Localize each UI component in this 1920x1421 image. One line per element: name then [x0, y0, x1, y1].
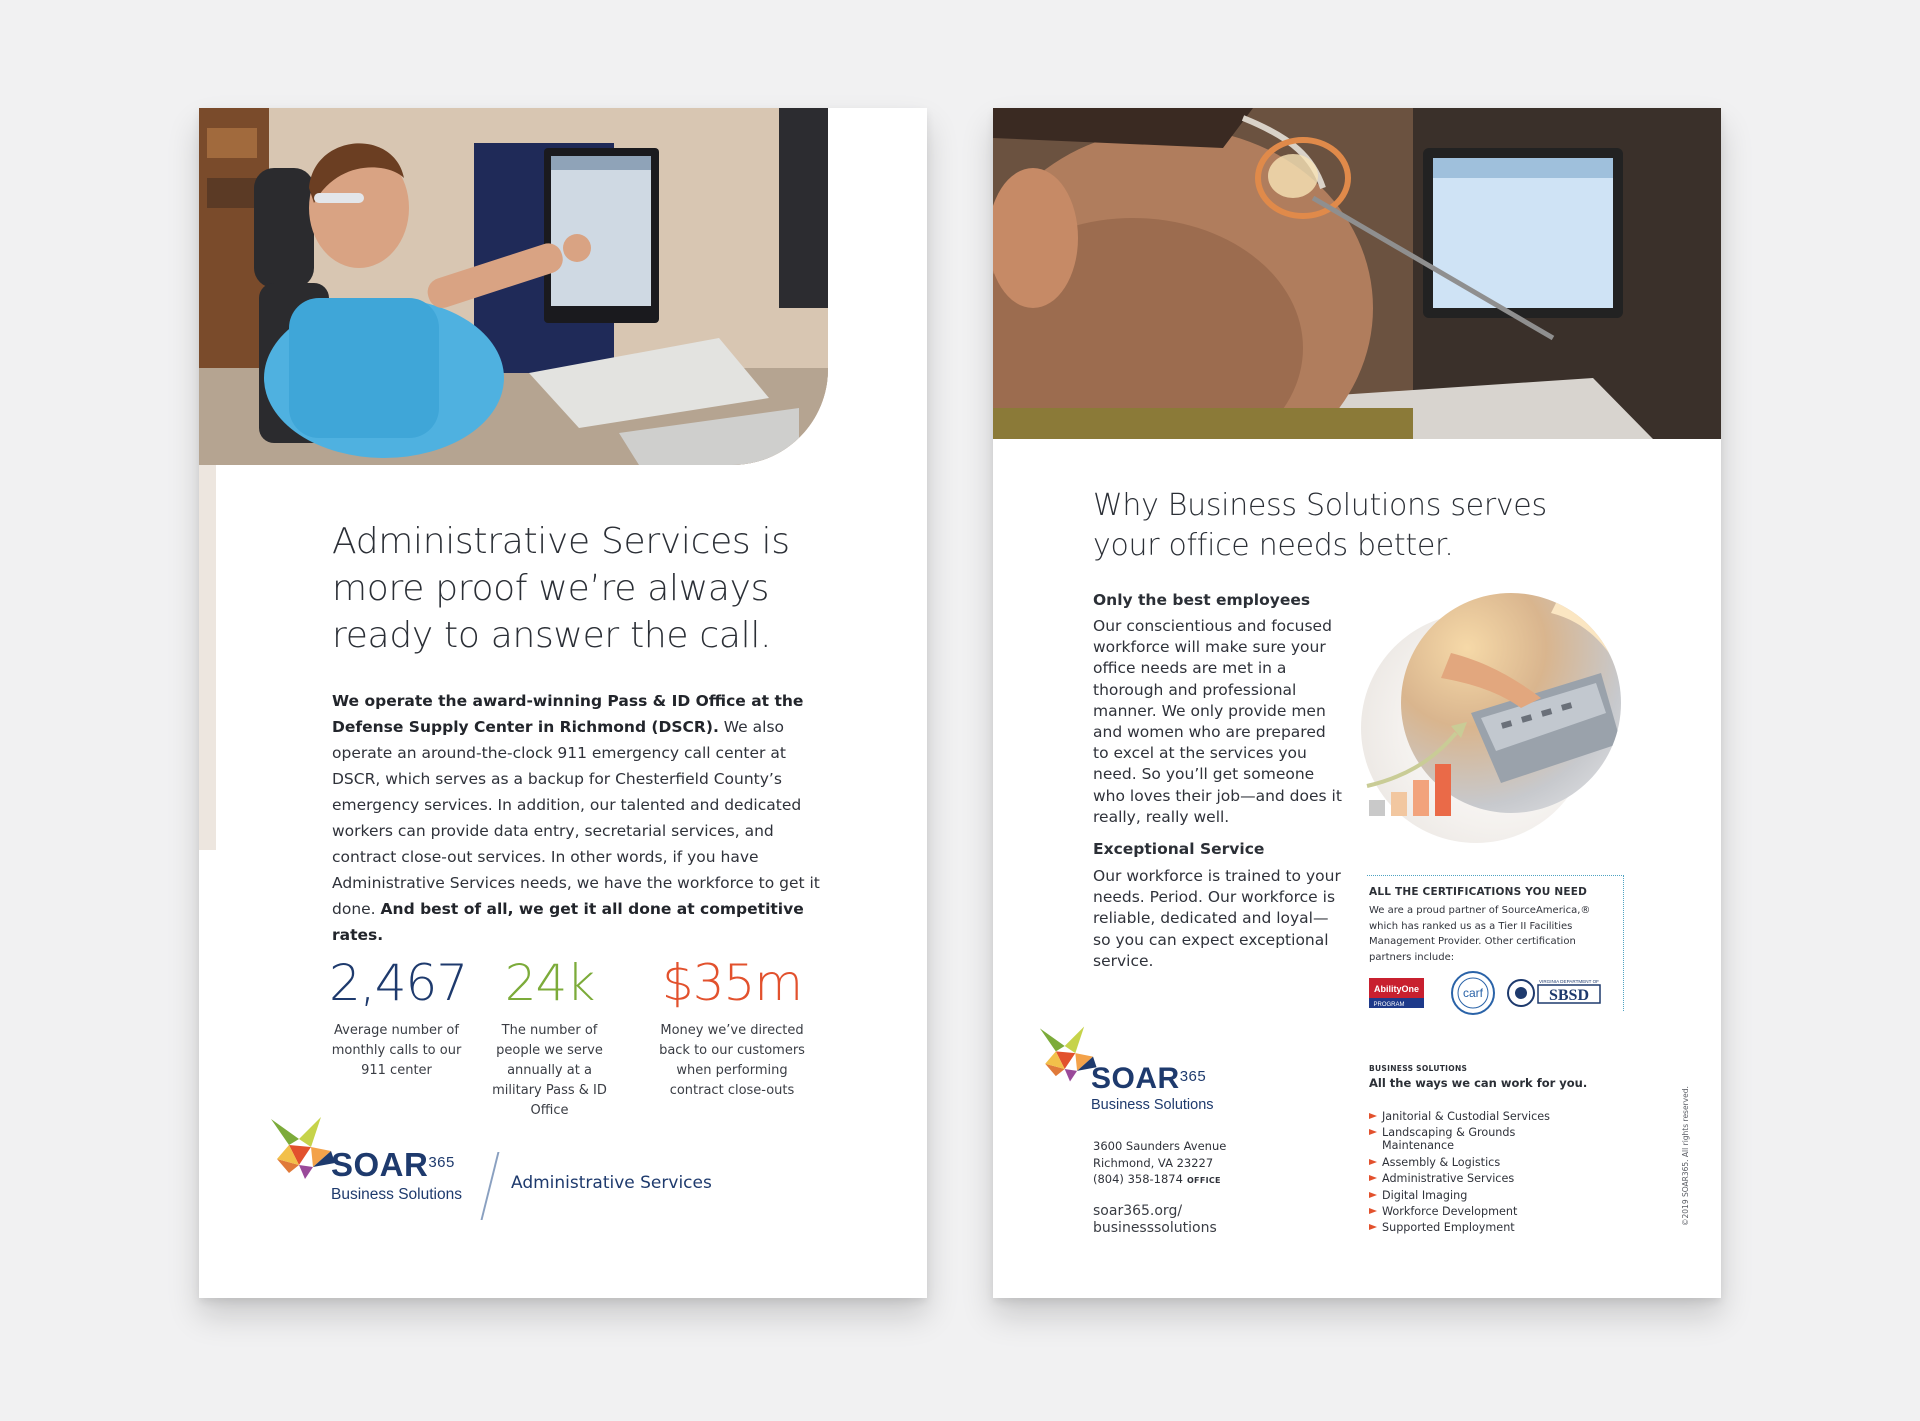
list-item: Janitorial & Custodial Services [1369, 1110, 1579, 1123]
growth-chart-icon [1361, 708, 1491, 818]
hero-photo-man-at-computer [199, 108, 828, 465]
list-item: Assembly & Logistics [1369, 1156, 1579, 1169]
section-body-exceptional-service: Our workforce is trained to your needs. Period. Our workforce is reliable, dedicated and loyal—so you can expect exceptional service. [1093, 867, 1341, 970]
hero-photo-illustration [993, 108, 1721, 439]
certifications-body: We are a proud partner of SourceAmerica,® which has ranked us as a Tier II Facilities Management Provider. Other certification partners include: [1369, 905, 1591, 963]
arrow-bullet-icon [1369, 1224, 1377, 1230]
abilityone-subtext: PROGRAM [1373, 1002, 1405, 1008]
website-url-line2: businesssolutions [1093, 1220, 1217, 1236]
sbsd-seal-icon [1507, 976, 1607, 1010]
arrow-bullet-icon [1369, 1192, 1377, 1198]
phone-tag: OFFICE [1186, 1176, 1221, 1185]
stat-caption: Average number of monthly calls to our 911 center [331, 1023, 462, 1078]
abilityone-text: AbilityOne [1373, 984, 1420, 994]
section-title-exceptional-service: Exceptional Service [1093, 840, 1265, 858]
stat-monthly-calls [329, 953, 468, 1081]
certifications-box [1367, 875, 1624, 1011]
phone-number: (804) 358-1874 [1093, 1172, 1183, 1186]
address-phone-line [1093, 1171, 1226, 1190]
right-page [993, 108, 1721, 1298]
section-title-best-employees: Only the best employees [1093, 591, 1311, 609]
address-city: Richmond, VA 23227 [1093, 1155, 1214, 1170]
page-title: Why Business Solutions serves your office needs better. [1093, 488, 1547, 563]
services-list [1369, 1110, 1579, 1238]
page-title: Administrative Services is more proof we’re always ready to answer the call. [332, 521, 790, 656]
accent-strip [199, 465, 216, 850]
stat-value: 24k [504, 954, 595, 1012]
soar365-logo [269, 1113, 479, 1208]
address-block [1093, 1138, 1226, 1190]
stat-caption: Money we’ve directed back to our customers when performing contract close-outs [659, 1023, 805, 1098]
intro-bold-close: And best of all, we get it all done at competitive rates. [332, 900, 804, 944]
arrow-bullet-icon [1369, 1208, 1377, 1214]
left-page [199, 108, 927, 1298]
list-item: Digital Imaging [1369, 1189, 1579, 1202]
stat-value: 2,467 [329, 954, 468, 1012]
logo-subtitle: Business Solutions [331, 1186, 462, 1203]
carf-seal-icon [1450, 970, 1496, 1016]
abilityone-badge [1369, 978, 1424, 1008]
sbsd-badge [1507, 976, 1607, 1010]
abilityone-logo-icon [1369, 978, 1424, 1008]
intro-bold-lead: We operate the award-winning Pass & ID Office at the Defense Supply Center in Richmond (DSCR). [332, 692, 804, 736]
sbsd-top-text: VIRGINIA DEPARTMENT OF [1539, 979, 1599, 984]
hero-photo-illustration [199, 108, 828, 465]
list-item: Workforce Development [1369, 1205, 1579, 1218]
department-label: Administrative Services [511, 1173, 712, 1193]
calculator-photo-circle [1361, 593, 1621, 851]
services-title: All the ways we can work for you. [1369, 1076, 1588, 1090]
intro-paragraph [332, 688, 832, 948]
logo-divider [481, 1152, 500, 1220]
copyright-notice: ©2019 SOAR365. All rights reserved. [1681, 1086, 1690, 1226]
arrow-bullet-icon [1369, 1159, 1377, 1165]
logo-subtitle: Business Solutions [1091, 1097, 1214, 1113]
intro-body-text: We also operate an around-the-clock 911 emergency call center at DSCR, which serves as a backup for Chesterfield County’s emergency services. In addition, our talented and dedicated workers can provide data entry, secretarial services, and contract close-out services. In other words, if you have Administrative Services needs, we have the workforce to get it done. [332, 718, 820, 918]
stat-people-served [482, 953, 617, 1121]
logo-wordmark: SOAR$^{365}$ [1091, 1062, 1207, 1095]
carf-badge [1450, 970, 1496, 1016]
arrow-bullet-icon [1369, 1175, 1377, 1181]
list-item: Administrative Services [1369, 1172, 1579, 1185]
stat-caption: The number of people we serve annually at a military Pass & ID Office [492, 1023, 607, 1118]
stat-money-directed [657, 953, 807, 1101]
website-url-line1: soar365.org/ [1093, 1203, 1183, 1219]
soar365-logo [1038, 1023, 1238, 1113]
hero-photo-man-with-headset [993, 108, 1721, 439]
services-eyebrow: BUSINESS SOLUTIONS [1369, 1064, 1468, 1073]
section-body-best-employees: Our conscientious and focused workforce will make sure your office needs are met in a thorough and professional manner. We only provide men and women who are prepared to excel at the services you need. So you’ll get someone who loves their job—and does it really, really well. [1093, 617, 1342, 826]
logo-wordmark: SOAR$^{365}$ [331, 1146, 455, 1183]
website-url [1093, 1203, 1217, 1237]
carf-text: carf [1462, 986, 1484, 1000]
arrow-bullet-icon [1369, 1129, 1377, 1135]
sbsd-text: SBSD [1548, 987, 1590, 1004]
address-street: 3600 Saunders Avenue [1093, 1139, 1227, 1153]
arrow-bullet-icon [1369, 1113, 1377, 1119]
stat-value: $35m [661, 954, 803, 1012]
list-item: Landscaping & Grounds Maintenance [1369, 1126, 1579, 1152]
certifications-title: ALL THE CERTIFICATIONS YOU NEED [1369, 886, 1587, 898]
list-item: Supported Employment [1369, 1221, 1579, 1234]
